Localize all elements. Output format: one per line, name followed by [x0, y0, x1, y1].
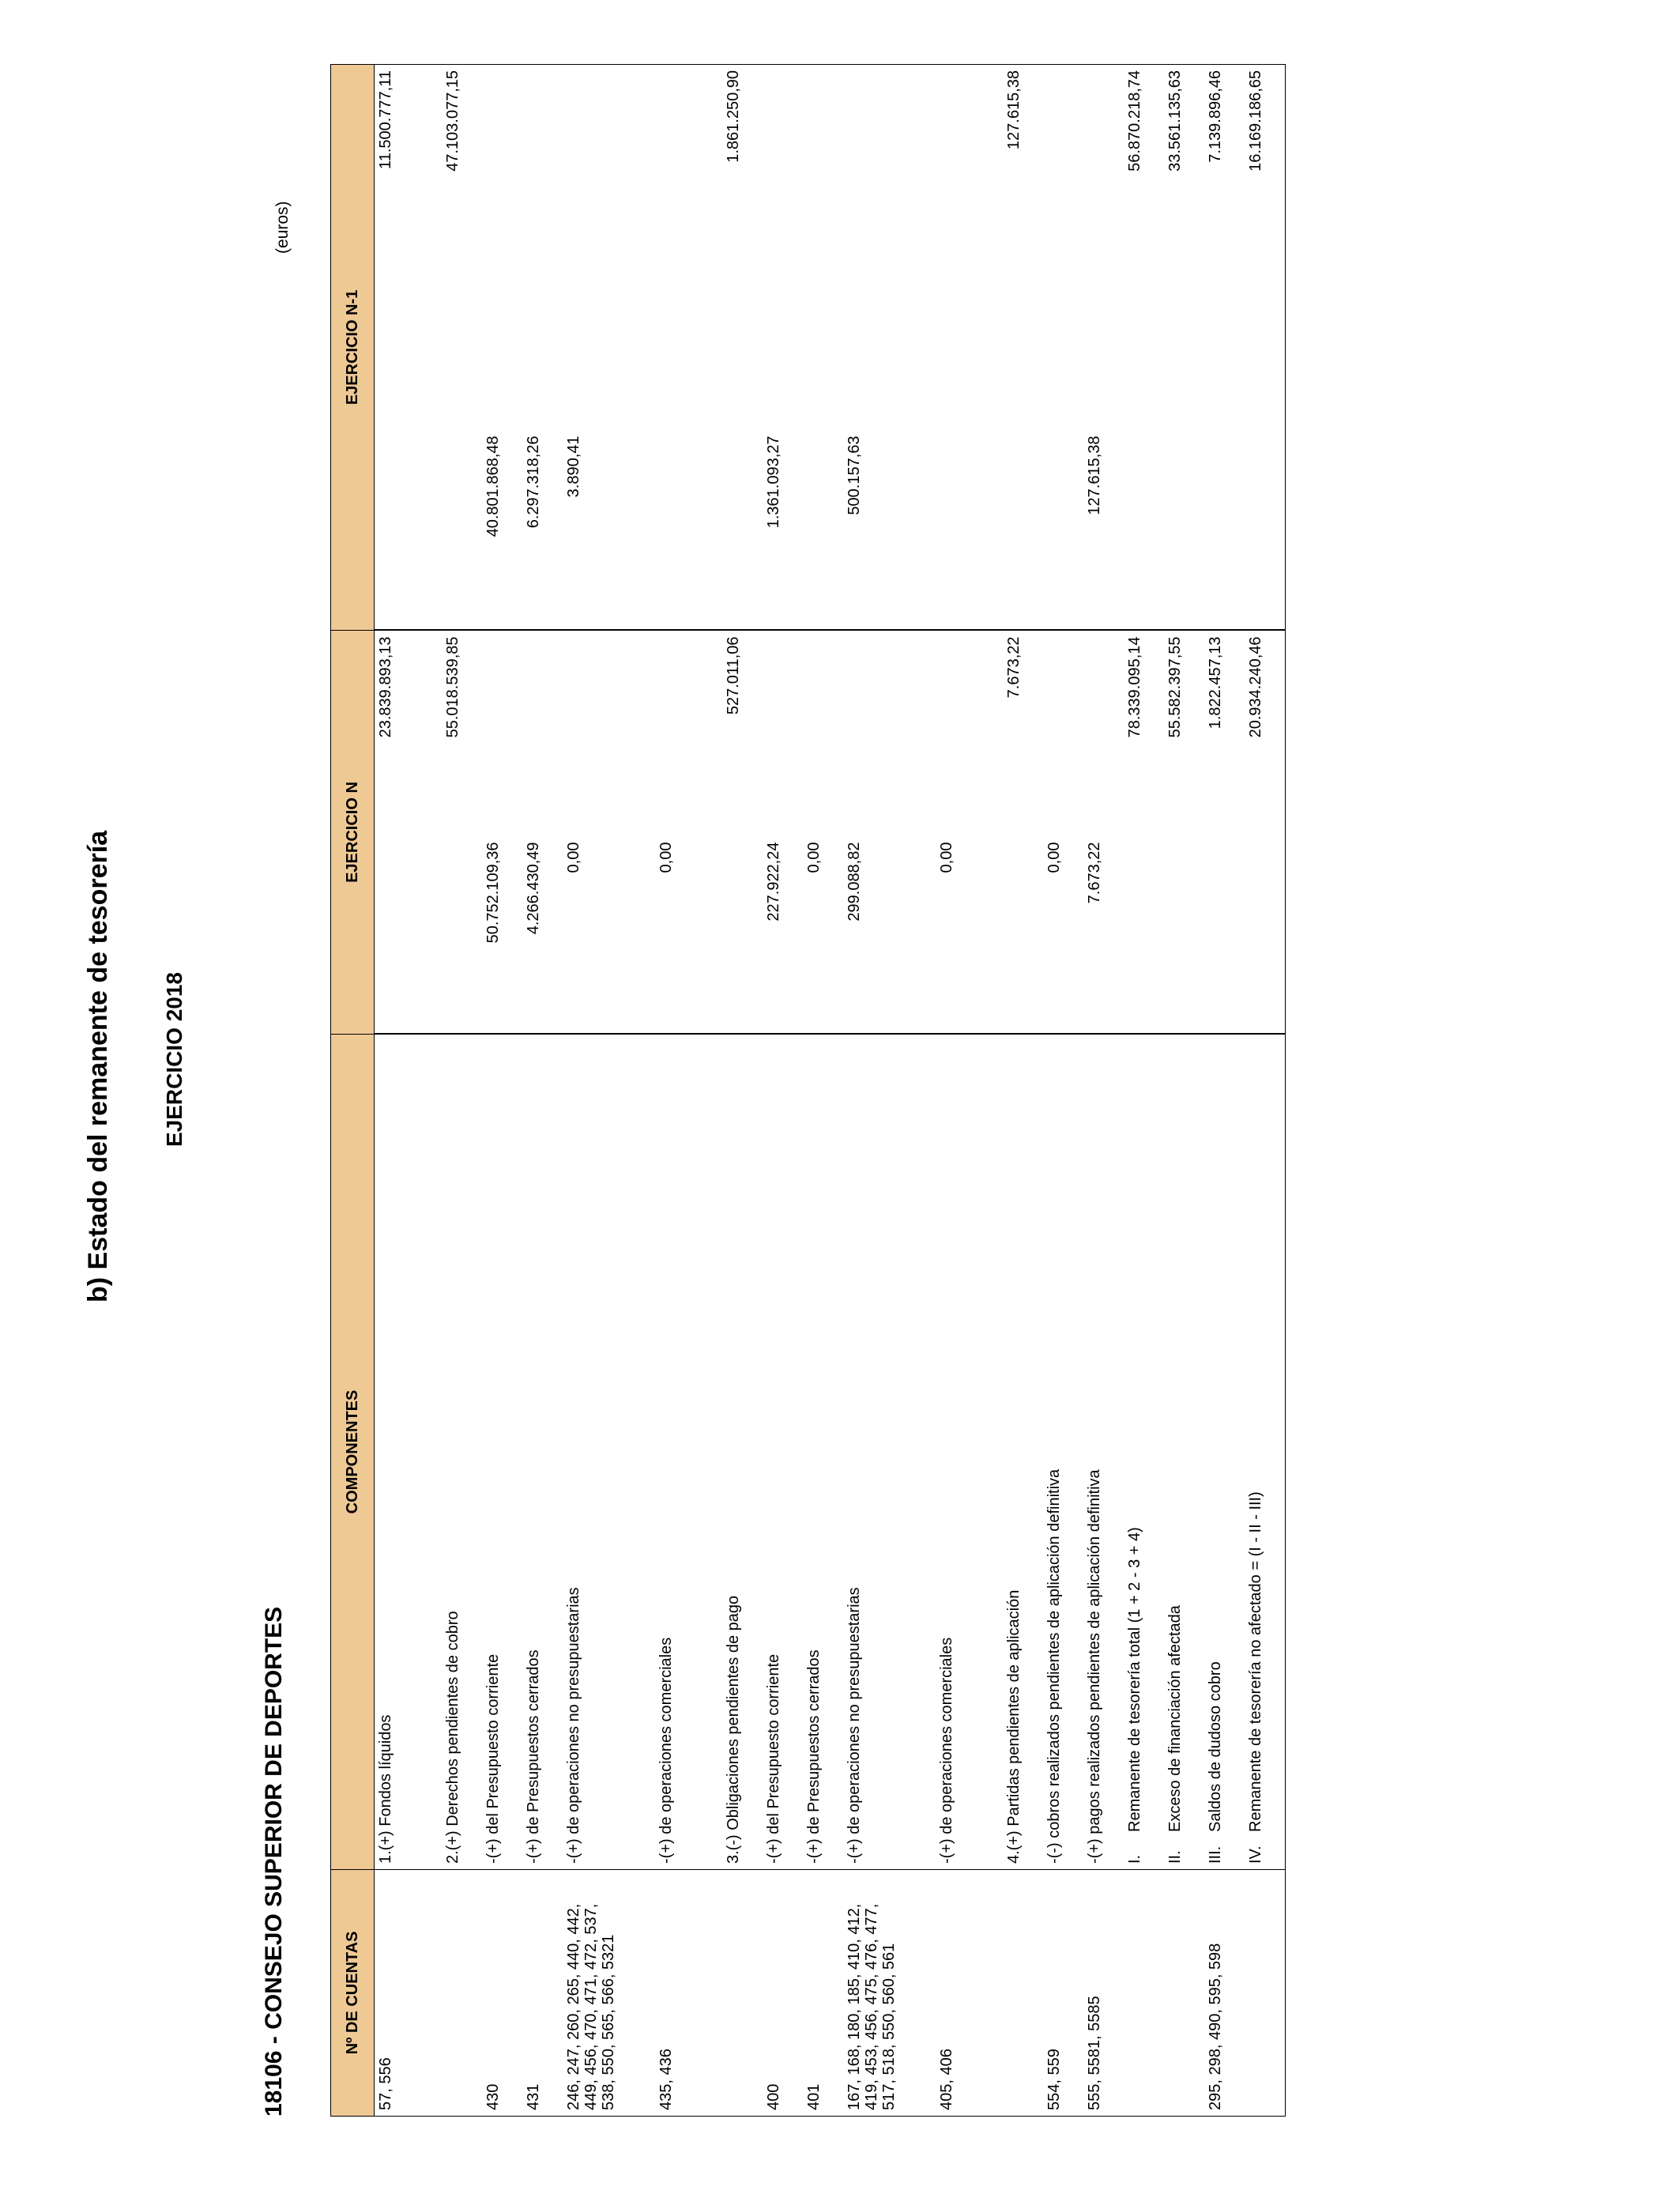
spacer-row [976, 65, 1003, 2117]
account-codes-cell: 295, 298, 490, 595, 598 [1204, 1870, 1245, 2117]
account-codes-cell: 167, 168, 180, 185, 410, 412, 419, 453, 456, 475, 476, 477, 517, 518, 550, 560, 561 [843, 1870, 936, 2117]
year-n1-total-cell: 33.561.135,63 [1164, 65, 1204, 431]
year-n1-total-cell [1043, 65, 1083, 431]
year-n1-total-cell [936, 65, 976, 431]
table-header-row [331, 65, 375, 2117]
year-n-subtotal-cell [375, 837, 416, 1035]
header-year-n1: EJERCICIO N-1 [331, 65, 375, 631]
year-n-total-cell: 78.339.095,14 [1126, 636, 1143, 738]
spacer-row [695, 65, 722, 2117]
component-label: -(+) de operaciones comerciales [938, 1637, 955, 1864]
component-label-cell [522, 1035, 563, 1870]
year-n-subtotal-cell: 0,00 [655, 837, 695, 1035]
spacer-cell [415, 65, 442, 431]
component-label: -(+) del Presupuesto corriente [765, 1653, 782, 1864]
year-n1-subtotal-cell [1124, 431, 1164, 631]
spacer-cell [415, 631, 442, 837]
year-n1-subtotal-cell: 3.890,41 [563, 431, 655, 631]
year-n1-subtotal-cell [1003, 431, 1043, 631]
component-label-cell [803, 1035, 843, 1870]
account-codes-cell: 430 [482, 1870, 522, 2117]
component-label-cell [1003, 1035, 1043, 1870]
component-label-cell [442, 1035, 482, 1870]
spacer-row [415, 65, 442, 2117]
year-n1-subtotal-cell [1043, 431, 1083, 631]
component-label: -(+) de Presupuestos cerrados [525, 1649, 542, 1864]
component-label-cell [655, 1035, 695, 1870]
component-label-cell [482, 1035, 522, 1870]
year-n-subtotal-cell [1204, 837, 1245, 1035]
year-n-total-cell [563, 631, 655, 837]
account-codes-cell: 57, 556 [375, 1870, 416, 2117]
component-label: Remanente de tesorería total (1 + 2 - 3 + 4) [1126, 1527, 1143, 1832]
account-codes-cell [1164, 1870, 1204, 2117]
component-label-cell [1083, 1035, 1124, 1870]
year-n1-total-cell: 47.103.077,15 [442, 65, 482, 431]
spacer-cell [976, 631, 1003, 837]
year-n1-subtotal-cell [803, 431, 843, 631]
header-components: COMPONENTES [331, 1035, 375, 1870]
roman-numeral: I. [1126, 1854, 1143, 1864]
account-codes-cell [722, 1870, 763, 2117]
spacer-cell [695, 837, 722, 1035]
account-codes-cell: 431 [522, 1870, 563, 2117]
component-label-cell [1164, 1035, 1204, 1870]
entity-heading: 18106 - CONSEJO SUPERIOR DE DEPORTES [261, 1606, 287, 2117]
year-n-subtotal-cell: 0,00 [563, 837, 655, 1035]
table-row [763, 65, 803, 2117]
year-n1-subtotal-cell: 1.361.093,27 [763, 431, 803, 631]
year-n1-subtotal-cell: 6.297.318,26 [522, 431, 563, 631]
year-n1-total-cell [482, 65, 522, 431]
year-n-total-cell [522, 631, 563, 837]
account-codes-cell [442, 1870, 482, 2117]
year-n-total-cell [655, 631, 695, 837]
table-row [936, 65, 976, 2117]
year-n-total-cell [936, 631, 976, 837]
component-label-cell [763, 1035, 803, 1870]
year-n1-subtotal-cell [375, 431, 416, 631]
spacer-cell [976, 1870, 1003, 2117]
account-codes-cell [1124, 1870, 1164, 2117]
component-label: Saldos de dudoso cobro [1207, 1661, 1224, 1832]
account-codes-cell: 400 [763, 1870, 803, 2117]
account-codes-cell: 555, 5581, 5585 [1083, 1870, 1124, 2117]
roman-numeral: IV. [1247, 1845, 1264, 1864]
year-n1-subtotal-cell: 500.157,63 [843, 431, 936, 631]
treasury-remainder-table [330, 64, 1286, 2117]
year-n-subtotal-cell [442, 837, 482, 1035]
spacer-cell [976, 65, 1003, 431]
year-n-total-cell: 55.582.397,55 [1166, 636, 1184, 738]
year-n-subtotal-cell [1245, 837, 1286, 1035]
table-row [803, 65, 843, 2117]
year-n-subtotal-cell: 7.673,22 [1083, 837, 1124, 1035]
year-n1-total-cell [563, 65, 655, 431]
year-n1-total-cell: 11.500.777,11 [375, 65, 416, 431]
header-accounts: Nº DE CUENTAS [331, 1870, 375, 2117]
year-n-subtotal-cell: 299.088,82 [843, 837, 936, 1035]
component-label: 1.(+) Fondos líquidos [377, 1714, 394, 1864]
year-n-total-cell [843, 631, 936, 837]
component-label-cell [722, 1035, 763, 1870]
year-n1-subtotal-cell [936, 431, 976, 631]
component-label: 3.(-) Obligaciones pendientes de pago [725, 1595, 742, 1864]
component-label: -(+) pagos realizados pendientes de aplicación definitiva [1086, 1469, 1103, 1864]
table-row [1124, 65, 1164, 2117]
spacer-cell [976, 431, 1003, 631]
component-label: -(+) de operaciones no presupuestarias [565, 1587, 582, 1864]
component-label-cell [1204, 1035, 1245, 1870]
account-codes-cell: 554, 559 [1043, 1870, 1083, 2117]
component-label: Remanente de tesorería no afectado = (I - II - III) [1247, 1491, 1264, 1832]
year-n-total-cell [1043, 631, 1083, 837]
year-n1-subtotal-cell [1164, 431, 1204, 631]
year-n1-total-cell [1083, 65, 1124, 431]
year-n-subtotal-cell [1124, 837, 1164, 1035]
account-codes-cell: 435, 436 [655, 1870, 695, 2117]
account-codes-cell: 246, 247, 260, 265, 440, 442, 449, 456, 470, 471, 472, 537, 538, 550, 565, 566, 5321 [563, 1870, 655, 2117]
component-label: 2.(+) Derechos pendientes de cobro [444, 1611, 461, 1864]
spacer-cell [695, 65, 722, 431]
component-label-cell [936, 1035, 976, 1870]
year-n1-total-cell [522, 65, 563, 431]
year-n1-total-cell [763, 65, 803, 431]
exercise-subtitle: EJERCICIO 2018 [162, 972, 186, 1147]
units-label: (euros) [273, 201, 292, 254]
page-title: b) Estado del remanente de tesorería [83, 830, 113, 1302]
table-row [1003, 65, 1043, 2117]
year-n1-total-cell: 56.870.218,74 [1124, 65, 1164, 431]
year-n1-subtotal-cell [1245, 431, 1286, 631]
year-n-total-cell [482, 631, 522, 837]
spacer-cell [695, 1035, 722, 1870]
table-row [1204, 65, 1245, 2117]
component-label-cell [1043, 1035, 1083, 1870]
component-label-cell [1245, 1035, 1286, 1870]
table-row [1245, 65, 1286, 2117]
year-n1-total-cell [655, 65, 695, 431]
spacer-cell [415, 837, 442, 1035]
year-n1-total-cell: 1.861.250,90 [722, 65, 763, 431]
component-label: -(-) cobros realizados pendientes de aplicación definitiva [1045, 1468, 1063, 1864]
year-n1-subtotal-cell [722, 431, 763, 631]
spacer-cell [976, 1035, 1003, 1870]
year-n-subtotal-cell: 0,00 [803, 837, 843, 1035]
roman-numeral: II. [1166, 1850, 1184, 1864]
roman-numeral: III. [1207, 1845, 1224, 1864]
year-n-total-cell: 55.018.539,85 [444, 636, 461, 738]
component-label: -(+) de Presupuestos cerrados [805, 1649, 823, 1864]
year-n-subtotal-cell [1003, 837, 1043, 1035]
table-row [522, 65, 563, 2117]
year-n1-subtotal-cell: 40.801.868,48 [482, 431, 522, 631]
year-n-subtotal-cell [722, 837, 763, 1035]
spacer-cell [976, 837, 1003, 1035]
year-n1-total-cell: 16.169.186,65 [1245, 65, 1286, 431]
component-label: -(+) del Presupuesto corriente [484, 1653, 502, 1864]
table-row [655, 65, 695, 2117]
table-row [1043, 65, 1083, 2117]
year-n-subtotal-cell: 50.752.109,36 [482, 837, 522, 1035]
table-row [1083, 65, 1124, 2117]
table-row [563, 65, 655, 2117]
year-n-subtotal-cell [1164, 837, 1204, 1035]
year-n-total-cell: 23.839.893,13 [377, 636, 394, 738]
year-n-total-cell [763, 631, 803, 837]
spacer-cell [695, 1870, 722, 2117]
year-n1-subtotal-cell: 127.615,38 [1083, 431, 1124, 631]
table-row [843, 65, 936, 2117]
account-codes-cell: 405, 406 [936, 1870, 976, 2117]
year-n1-total-cell: 127.615,38 [1003, 65, 1043, 431]
year-n-total-cell: 20.934.240,46 [1245, 631, 1286, 837]
component-label: -(+) de operaciones no presupuestarias [846, 1587, 863, 1864]
table-row [442, 65, 482, 2117]
year-n-total-cell: 7.673,22 [1005, 636, 1023, 699]
year-n1-subtotal-cell [1204, 431, 1245, 631]
year-n-subtotal-cell: 227.922,24 [763, 837, 803, 1035]
year-n-total-cell: 1.822.457,13 [1207, 636, 1224, 729]
table-row [375, 65, 416, 2117]
component-label-cell [375, 1035, 416, 1870]
spacer-cell [695, 631, 722, 837]
account-codes-cell [1003, 1870, 1043, 2117]
spacer-cell [415, 431, 442, 631]
component-label-cell [563, 1035, 655, 1870]
component-label: 4.(+) Partidas pendientes de aplicación [1005, 1589, 1023, 1864]
year-n1-total-cell [803, 65, 843, 431]
account-codes-cell: 401 [803, 1870, 843, 2117]
year-n1-subtotal-cell [655, 431, 695, 631]
table-row [722, 65, 763, 2117]
account-codes-cell [1245, 1870, 1286, 2117]
year-n-total-cell [1083, 631, 1124, 837]
table-row [1164, 65, 1204, 2117]
component-label-cell [843, 1035, 936, 1870]
year-n-subtotal-cell: 4.266.430,49 [522, 837, 563, 1035]
year-n-total-cell [803, 631, 843, 837]
table-row [482, 65, 522, 2117]
component-label: -(+) de operaciones comerciales [657, 1637, 675, 1864]
year-n-subtotal-cell: 0,00 [1043, 837, 1083, 1035]
header-year-n: EJERCICIO N [331, 631, 375, 1035]
component-label: Exceso de financiación afectada [1166, 1605, 1184, 1832]
spacer-cell [415, 1035, 442, 1870]
year-n1-total-cell: 7.139.896,46 [1204, 65, 1245, 431]
spacer-cell [695, 431, 722, 631]
year-n1-total-cell [843, 65, 936, 431]
year-n1-subtotal-cell [442, 431, 482, 631]
year-n-subtotal-cell: 0,00 [936, 837, 976, 1035]
year-n-total-cell: 527.011,06 [725, 636, 742, 715]
component-label-cell [1124, 1035, 1164, 1870]
spacer-cell [415, 1870, 442, 2117]
